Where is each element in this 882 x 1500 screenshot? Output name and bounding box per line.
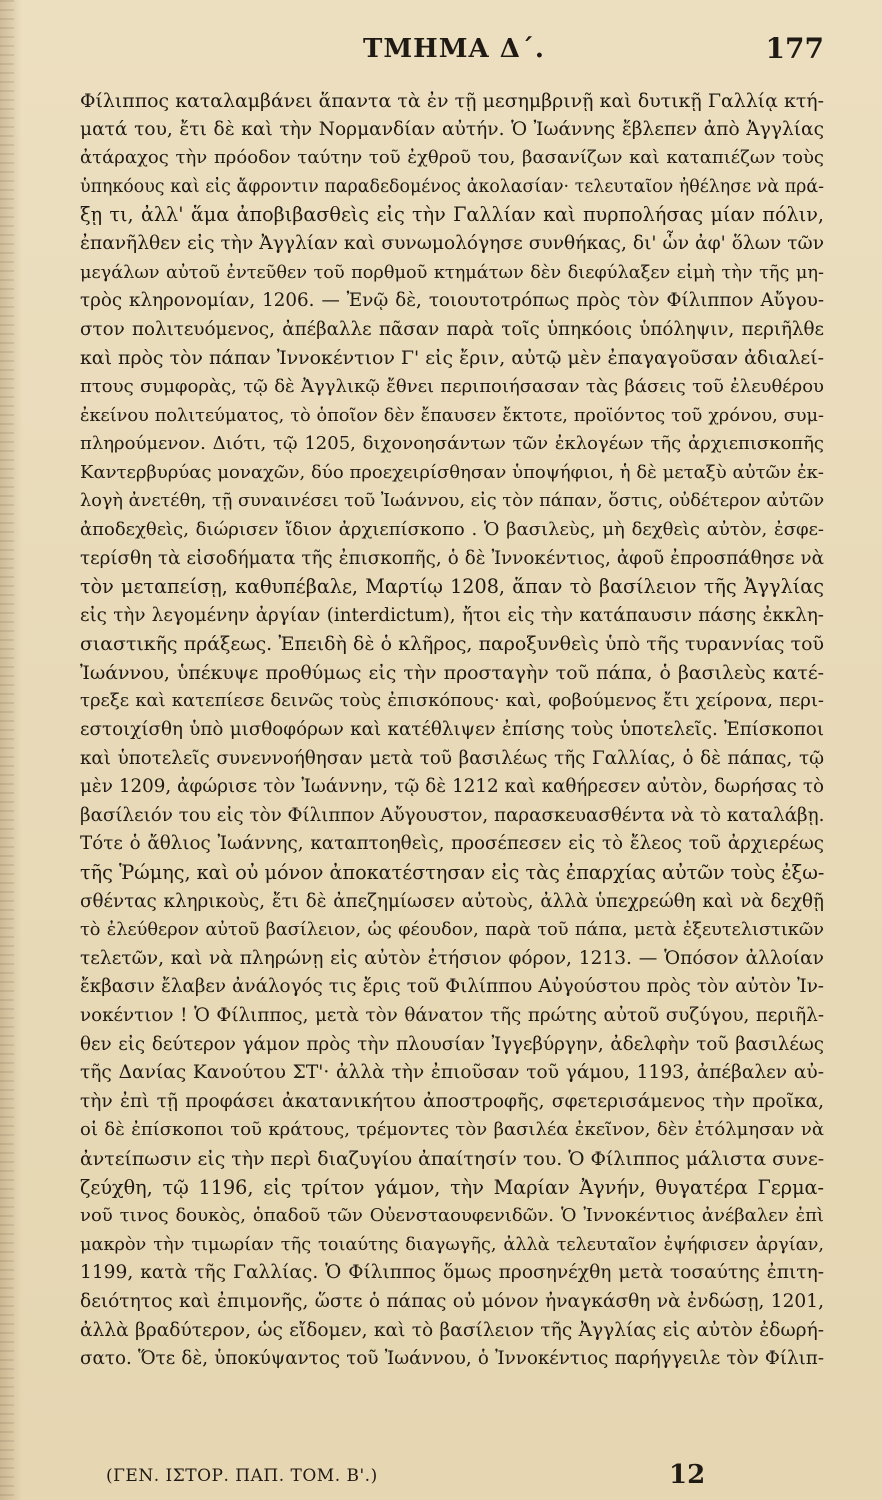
binding-edge — [0, 0, 14, 1500]
running-head: ΤΜΗΜΑ Δ΄. — [363, 34, 545, 64]
text-line: Καντερβυρύας μοναχῶν, δύο προεχειρίσθησαν ὑποψήφιοι, ἡ δὲ μεταξὺ αὐτῶν ἐκ- — [80, 461, 824, 483]
text-line: τὸν μεταπείσῃ, καθυπέβαλε, Μαρτίῳ 1208, ἅπαν τὸ βασίλειον τῆς Ἀγγλίας — [80, 575, 824, 599]
text-line: τὴν ἐπὶ τῇ προφάσει ἀκατανικήτου ἀποστροφῆς, σφετερισάμενος τὴν προῖκα, — [80, 1090, 824, 1112]
text-line: ξῃ τι, ἀλλ' ἅμα ἀποβιβασθεὶς εἰς τὴν Γαλλίαν καὶ πυρπολήσας μίαν πόλιν, — [80, 203, 824, 227]
text-line: εἰς τὴν λεγομένην ἀργίαν (interdictum), ἤτοι εἰς τὴν κατάπαυσιν πάσης ἐκκλη- — [80, 604, 824, 626]
text-line: Ἰωάννου, ὑπέκυψε προθύμως εἰς τὴν προσταγὴν τοῦ πάπα, ὁ βασιλεὺς κατέ- — [80, 661, 824, 684]
text-line: δειότητος καὶ ἐπιμονῆς, ὥστε ὁ πάπας οὐ μόνον ἠναγκάσθη νὰ ἐνδώσῃ, 1201, — [80, 1290, 824, 1312]
text-line: ἐκείνου πολιτεύματος, τὸ ὁποῖον δὲν ἔπαυσεν ἔκτοτε, προϊόντος τοῦ χρόνου, συμ- — [80, 405, 824, 426]
text-line: ἀντείπωσιν εἰς τὴν περὶ διαζυγίου ἀπαίτησίν του. Ὁ Φίλιππος μάλιστα συνε- — [80, 1147, 824, 1170]
page-number: 177 — [765, 32, 824, 65]
text-line: Τότε ὁ ἄθλιος Ἰωάννης, καταπτοηθεὶς, προσέπεσεν εἰς τὸ ἔλεος τοῦ ἀρχιερέως — [80, 833, 824, 855]
text-line: τῆς Δανίας Κανούτου ΣΤ'· ἀλλὰ τὴν ἐπιοῦσαν τοῦ γάμου, 1193, ἀπέβαλεν αὐ- — [80, 1062, 824, 1084]
text-line: σιαστικῆς πράξεως. Ἐπειδὴ δὲ ὁ κλῆρος, παροξυνθεὶς ὑπὸ τῆς τυραννίας τοῦ — [80, 633, 824, 656]
text-line: νοκέντιον ! Ὁ Φίλιππος, μετὰ τὸν θάνατον τῆς πρώτης αὐτοῦ συζύγου, περιῆλ- — [80, 1005, 824, 1026]
text-line: τρὸς κληρονομίαν, 1206. — Ἐνῷ δὲ, τοιουτοτρόπως πρὸς τὸν Φίλιππον Αὔγου- — [80, 290, 824, 312]
text-line: ματά του, ἔτι δὲ καὶ τὴν Νορμανδίαν αὐτήν. Ὁ Ἰωάννης ἔβλεπεν ἀπὸ Ἀγγλίας — [80, 118, 824, 140]
text-line: εστοιχίσθη ὑπὸ μισθοφόρων καὶ κατέθλιψεν ἐπίσης τοὺς ὑποτελεῖς. Ἐπίσκοποι — [80, 719, 824, 741]
text-line: ἐπανῆλθεν εἰς τὴν Ἀγγλίαν καὶ συνωμολόγησε συνθήκας, δι' ὧν ἀφ' ὅλων τῶν — [80, 232, 824, 254]
text-line: καὶ πρὸς τὸν πάπαν Ἰννοκέντιον Γ' εἰς ἔριν, αὐτῷ μὲν ἐπαγαγοῦσαν ἀδιαλεί- — [80, 347, 824, 370]
text-line: σθέντας κληρικοὺς, ἔτι δὲ ἀπεζημίωσεν αὐτοὺς, ἀλλὰ ὑπεχρεώθη καὶ νὰ δεχθῇ — [80, 890, 824, 912]
page-footer — [106, 1460, 806, 1496]
text-line: τελετῶν, καὶ νὰ πληρώνῃ εἰς αὐτὸν ἐτήσιον φόρον, 1213. — Ὁπόσον ἀλλοίαν — [80, 947, 824, 969]
text-line: βασίλειόν του εἰς τὸν Φίλιππον Αὔγουστον, παρασκευασθέντα νὰ τὸ καταλάβῃ. — [80, 804, 824, 826]
text-line: ζεύχθη, τῷ 1196, εἰς τρίτον γάμον, τὴν Μαρίαν Ἀγνήν, θυγατέρα Γερμα- — [80, 1175, 824, 1199]
text-line: τρεξε καὶ κατεπίεσε δεινῶς τοὺς ἐπισκόπους· καὶ, φοβούμενος ἔτι χείρονα, περι- — [80, 690, 824, 712]
text-line: πληρούμενον. Διότι, τῷ 1205, διχονοησάντων τῶν ἐκλογέων τῆς ἀρχιεπισκοπῆς — [80, 433, 824, 455]
text-line: πτους συμφορὰς, τῷ δὲ Ἀγγλικῷ ἔθνει περιποιήσασαν τὰς βάσεις τοῦ ἐλευθέρου — [80, 375, 824, 397]
text-line: μὲν 1209, ἀφώρισε τὸν Ἰωάννην, τῷ δὲ 1212 καὶ καθήρεσεν αὐτὸν, δωρήσας τὸ — [80, 776, 824, 798]
text-line: μακρὸν τὴν τιμωρίαν τῆς τοιαύτης διαγωγῆς, ἀλλὰ τελευταῖον ἐψήφισεν ἀργίαν, — [80, 1234, 824, 1255]
page-header — [84, 34, 824, 74]
text-line: 1199, κατὰ τῆς Γαλλίας. Ὁ Φίλιππος ὅμως προσηνέχθη μετὰ τοσαύτης ἐπιτη- — [80, 1262, 824, 1284]
text-line: μεγάλων αὐτοῦ ἐντεῦθεν τοῦ πορθμοῦ κτημάτων δὲν διεφύλαξεν εἰμὴ τὴν τῆς μη- — [80, 262, 824, 283]
text-line: τῆς Ῥώμης, καὶ οὐ μόνον ἀποκατέστησαν εἰς τὰς ἐπαρχίας αὐτῶν τοὺς ἐξω- — [80, 861, 824, 885]
text-line: ὑπηκόους καὶ εἰς ἄφροντιν παραδεδομένος ἀκολασίαν· τελευταῖον ἠθέλησε νὰ πρά- — [80, 176, 824, 197]
text-line: καὶ ὑποτελεῖς συνεννοήθησαν μετὰ τοῦ βασιλέως τῆς Γαλλίας, ὁ δὲ πάπας, τῷ — [80, 747, 824, 769]
text-line: σατο. Ὅτε δὲ, ὑποκύψαντος τοῦ Ἰωάννου, ὁ Ἰννοκέντιος παρήγγειλε τὸν Φίλιπ- — [80, 1348, 824, 1370]
text-line: στον πολιτευόμενος, ἀπέβαλλε πᾶσαν παρὰ τοῖς ὑπηκόοις ὑπόληψιν, περιῆλθε — [80, 318, 824, 340]
sheet-number: 12 — [669, 1460, 706, 1490]
text-line: τερίσθη τὰ εἰσοδήματα τῆς ἐπισκοπῆς, ὁ δὲ Ἰννοκέντιος, ἀφοῦ ἐπροσπάθησε νὰ — [80, 547, 824, 569]
signature-mark: (ΓΕΝ. ΙΣΤΟΡ. ΠΑΠ. ΤΟΜ. Β'.) — [106, 1466, 378, 1486]
text-line: λογὴ ἀνετέθη, τῇ συναινέσει τοῦ Ἰωάννου, εἰς τὸν πάπαν, ὅστις, οὐδέτερον αὐτῶν — [80, 491, 824, 512]
text-line: τὸ ἐλεύθερον αὐτοῦ βασίλειον, ὡς φέουδον, παρὰ τοῦ πάπα, μετὰ ἐξευτελιστικῶν — [80, 920, 824, 941]
text-line: Φίλιππος καταλαμβάνει ἅπαντα τὰ ἐν τῇ μεσημβρινῇ καὶ δυτικῇ Γαλλίᾳ κτή- — [80, 90, 824, 112]
text-line: ἔκβασιν ἔλαβεν ἀνάλογός τις ἔρις τοῦ Φιλίππου Αὐγούστου πρὸς τὸν αὐτὸν Ἰν- — [80, 976, 824, 998]
text-line: ἀτάραχος τὴν πρόοδον ταύτην τοῦ ἐχθροῦ του, βασανίζων καὶ καταπιέζων τοὺς — [80, 147, 824, 169]
text-line: ἀποδεχθεὶς, διώρισεν ἴδιον ἀρχιεπίσκοπο . Ὁ βασιλεὺς, μὴ δεχθεὶς αὐτὸν, ἐσφε- — [80, 518, 824, 540]
text-line: οἱ δὲ ἐπίσκοποι τοῦ κράτους, τρέμοντες τὸν βασιλέα ἐκεῖνον, δὲν ἐτόλμησαν νὰ — [80, 1119, 824, 1141]
text-line: ἀλλὰ βραδύτερον, ὡς εἴδομεν, καὶ τὸ βασίλειον τῆς Ἀγγλίας εἰς αὐτὸν ἐδωρή- — [80, 1319, 824, 1341]
text-line: νοῦ τινος δουκὸς, ὁπαδοῦ τῶν Οὐενσταουφενιδῶν. Ὁ Ἰννοκέντιος ἀνέβαλεν ἐπὶ — [80, 1205, 824, 1227]
text-line: θεν εἰς δεύτερον γάμον πρὸς τὴν πλουσίαν Ἰγγεβύργην, ἀδελφὴν τοῦ βασιλέως — [80, 1033, 824, 1055]
body-text — [80, 87, 824, 1374]
